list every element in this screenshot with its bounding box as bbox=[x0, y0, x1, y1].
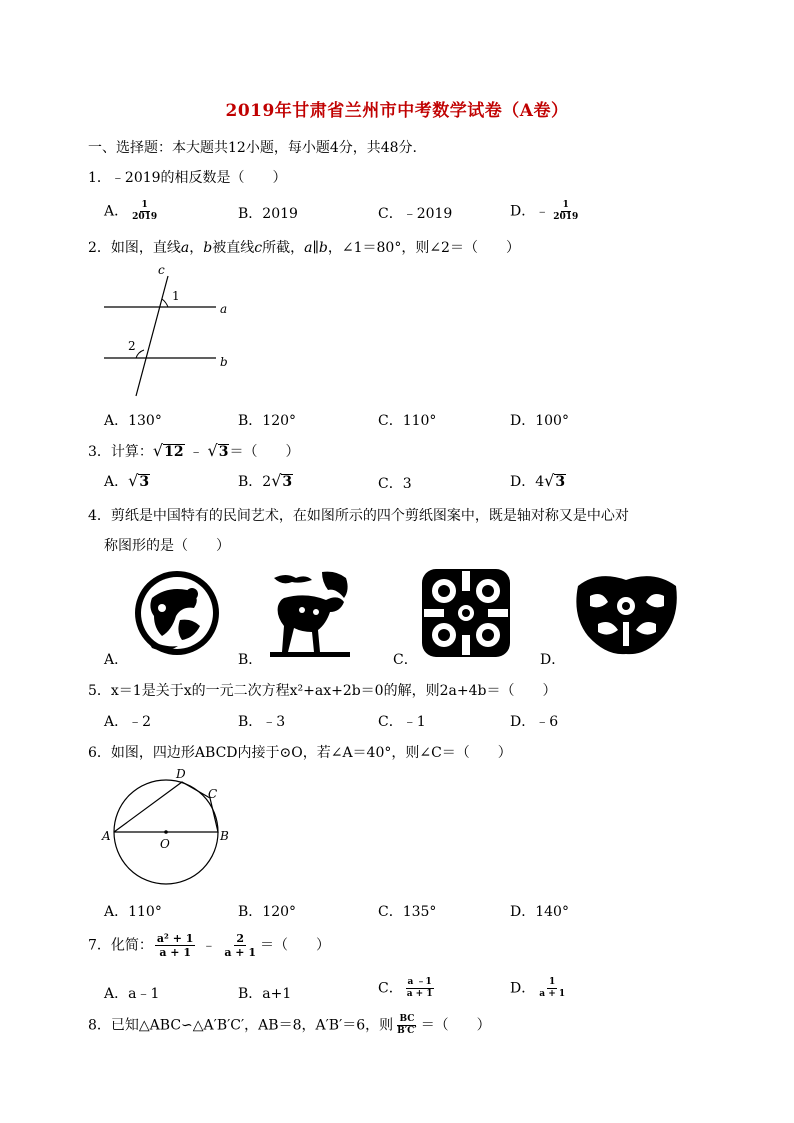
q1-option-d[interactable] bbox=[510, 200, 582, 223]
label-a: a bbox=[220, 302, 228, 316]
label-c: c bbox=[158, 263, 165, 277]
q3-option-d[interactable] bbox=[510, 471, 566, 491]
radicand: 3 bbox=[218, 444, 229, 460]
numerator: a ﹣1 bbox=[407, 977, 432, 987]
option-label: C． bbox=[378, 980, 403, 997]
denominator: a + 1 bbox=[406, 989, 433, 999]
sqrt-sign: √ bbox=[207, 441, 218, 460]
denominator: a + 1 bbox=[539, 989, 566, 999]
minus-sign: ﹣ bbox=[201, 937, 216, 954]
q7-stem bbox=[88, 932, 330, 959]
numerator: 1 bbox=[562, 200, 569, 210]
q7-option-a[interactable]: A．a﹣1 bbox=[104, 986, 160, 1002]
q2-option-c[interactable]: C．110° bbox=[378, 413, 437, 429]
angle-2-arc bbox=[136, 350, 144, 358]
sqrt-sign: √ bbox=[544, 471, 555, 490]
q4-stem-line1: 4．剪纸是中国特有的民间艺术，在如图所示的四个剪纸图案中，既是轴对称又是中心对 bbox=[88, 508, 629, 524]
center-point bbox=[164, 830, 168, 834]
label-2: 2 bbox=[128, 339, 136, 353]
q3-option-c[interactable]: C．3 bbox=[378, 476, 412, 492]
q6-option-a[interactable]: A．110° bbox=[104, 904, 162, 920]
q1-stem: 1．﹣2019的相反数是（ ） bbox=[88, 170, 287, 186]
q6-figure bbox=[98, 764, 238, 889]
label-O: O bbox=[160, 837, 170, 851]
var-c: c bbox=[254, 240, 263, 256]
papercut-c-image bbox=[418, 565, 514, 661]
fraction bbox=[222, 932, 258, 959]
papercut-a-image bbox=[132, 568, 222, 658]
q7-option-d[interactable] bbox=[510, 977, 569, 1000]
radicand: 3 bbox=[139, 474, 150, 490]
page-title: 2019年甘肃省兰州市中考数学试卷（A卷） bbox=[225, 101, 569, 121]
quadrilateral-abcd bbox=[114, 782, 218, 832]
sqrt-sign: √ bbox=[128, 471, 139, 490]
option-label: A． bbox=[104, 474, 129, 490]
q4-option-c[interactable]: C． bbox=[393, 652, 418, 668]
stem-text: ＝（ ） bbox=[229, 444, 300, 460]
radicand: 3 bbox=[555, 474, 566, 490]
stem-text: 所截， bbox=[262, 240, 305, 256]
label-1: 1 bbox=[172, 289, 180, 303]
q3-stem bbox=[88, 441, 299, 461]
q5-stem: 5．x＝1是关于x的一元二次方程x²+ax+2b＝0的解，则2a+4b＝（ ） bbox=[88, 683, 557, 699]
angle-1-arc bbox=[162, 299, 168, 307]
option-label: D． bbox=[510, 980, 536, 997]
q7-option-c[interactable] bbox=[378, 977, 437, 1000]
q5-option-c[interactable]: C．﹣1 bbox=[378, 714, 426, 730]
stem-text: 3．计算： bbox=[88, 444, 153, 460]
label-A: A bbox=[102, 829, 111, 843]
q3-option-b[interactable] bbox=[238, 471, 293, 491]
comma: ， bbox=[189, 240, 204, 256]
var-a: a bbox=[180, 240, 190, 256]
label-D: D bbox=[176, 767, 186, 781]
q4-stem-line2: 称图形的是（ ） bbox=[104, 538, 230, 554]
var-b: b bbox=[203, 240, 213, 256]
q2-option-a[interactable]: A．130° bbox=[104, 413, 162, 429]
numerator: 2 bbox=[236, 932, 244, 945]
q5-option-a[interactable]: A．﹣2 bbox=[104, 714, 152, 730]
fraction bbox=[537, 977, 567, 1000]
papercut-d-image bbox=[568, 566, 686, 662]
radicand: 3 bbox=[282, 474, 293, 490]
stem-text: 8．已知△ABC∽△A′B′C′，AB＝8，A′B′＝6，则 bbox=[88, 1017, 394, 1034]
stem-text: ＝（ ） bbox=[259, 937, 330, 954]
stem-text: ，∠1＝80°，则∠2＝（ ） bbox=[327, 240, 520, 256]
q6-stem: 6．如图，四边形ABCD内接于⊙O，若∠A＝40°，则∠C＝（ ） bbox=[88, 745, 512, 761]
q6-option-c[interactable]: C．135° bbox=[378, 904, 437, 920]
denominator: a + 1 bbox=[224, 946, 256, 959]
sqrt-sign: √ bbox=[152, 441, 164, 460]
fraction bbox=[551, 200, 580, 223]
option-label: D．4 bbox=[510, 474, 545, 490]
option-label: D．﹣ bbox=[510, 203, 550, 220]
minus-sign: ﹣ bbox=[189, 444, 204, 460]
q6-option-b[interactable]: B．120° bbox=[238, 904, 297, 920]
q4-option-b[interactable]: B． bbox=[238, 652, 263, 668]
option-label: A． bbox=[104, 203, 129, 220]
fraction bbox=[155, 932, 195, 959]
parallel-expression: a∥b bbox=[304, 240, 328, 256]
q3-option-a[interactable] bbox=[104, 471, 150, 491]
numerator: BC bbox=[399, 1014, 415, 1024]
radicand: 12 bbox=[164, 444, 184, 460]
q8-stem bbox=[88, 1014, 491, 1037]
option-label: B．2 bbox=[238, 474, 272, 490]
q2-option-b[interactable]: B．120° bbox=[238, 413, 297, 429]
fraction bbox=[405, 977, 435, 1000]
stem-text: 被直线 bbox=[212, 240, 255, 256]
q1-option-a[interactable] bbox=[104, 200, 161, 223]
q1-option-c[interactable]: C．﹣2019 bbox=[378, 206, 453, 222]
denominator: 2019 bbox=[132, 212, 158, 222]
line-c bbox=[136, 276, 168, 396]
label-b: b bbox=[220, 355, 228, 369]
denominator: a + 1 bbox=[159, 946, 191, 959]
numerator: 1 bbox=[549, 977, 556, 987]
denominator: B′C′ bbox=[397, 1026, 417, 1036]
q5-option-d[interactable]: D．﹣6 bbox=[510, 714, 559, 730]
q4-option-d[interactable]: D． bbox=[540, 652, 566, 668]
section-heading: 一、选择题：本大题共12小题，每小题4分，共48分. bbox=[88, 140, 417, 156]
fraction bbox=[395, 1014, 419, 1037]
papercut-b-image bbox=[266, 568, 354, 658]
label-C: C bbox=[208, 787, 218, 801]
q2-figure bbox=[96, 262, 246, 402]
q4-option-a[interactable]: A． bbox=[104, 652, 129, 668]
q5-option-b[interactable]: B．﹣3 bbox=[238, 714, 286, 730]
denominator: 2019 bbox=[553, 212, 579, 222]
q6-option-d[interactable]: D．140° bbox=[510, 904, 569, 920]
label-B: B bbox=[220, 829, 229, 843]
q1-option-b[interactable]: B．2019 bbox=[238, 206, 298, 222]
sqrt-sign: √ bbox=[271, 471, 282, 490]
q2-option-d[interactable]: D．100° bbox=[510, 413, 569, 429]
q2-stem bbox=[88, 237, 520, 257]
stem-text: ＝（ ） bbox=[420, 1017, 491, 1034]
fraction bbox=[130, 200, 159, 223]
stem-text: 2．如图，直线 bbox=[88, 240, 181, 256]
q7-option-b[interactable]: B．a+1 bbox=[238, 986, 292, 1002]
numerator: a² + 1 bbox=[156, 932, 194, 945]
numerator: 1 bbox=[141, 200, 148, 210]
stem-text: 7．化简： bbox=[88, 937, 153, 954]
